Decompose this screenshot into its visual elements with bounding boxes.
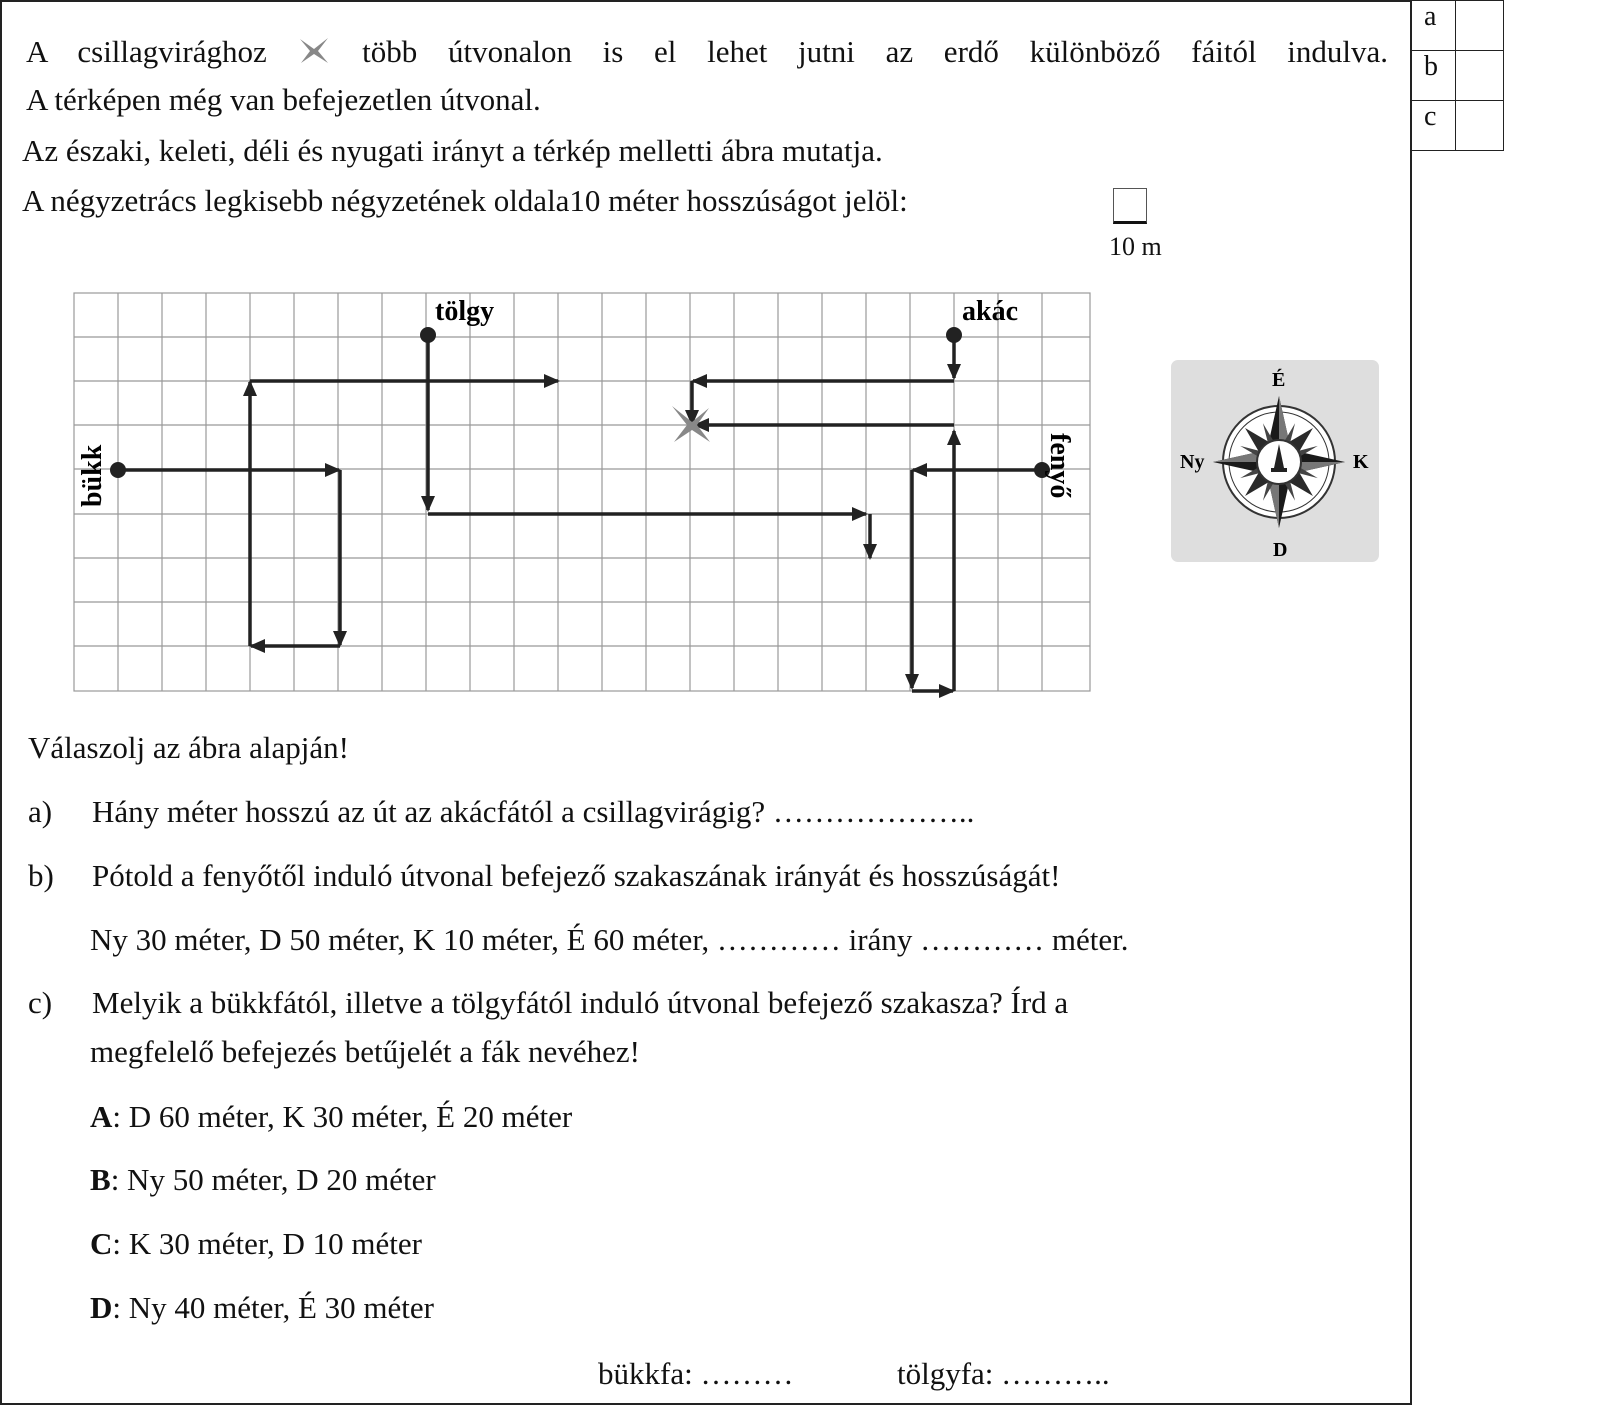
question-a-marker: a) <box>28 794 53 829</box>
intro-line-4: A négyzetrács legkisebb négyzetének oldala10 méter hosszúságot jelöl: <box>22 183 908 218</box>
intro-line-3: Az északi, keleti, déli és nyugati irányt a térkép melletti ábra mutatja. <box>22 133 883 168</box>
tree-label-bukk: bükk <box>77 444 108 507</box>
score-box-b[interactable] <box>1456 51 1504 101</box>
intro-line-1 <box>26 32 1388 72</box>
intro-line-1-start: A csillagvirághoz <box>26 34 267 69</box>
question-c-text: Melyik a bükkfától, illetve a tölgyfától induló útvonal befejező szakasza? Írd a <box>92 985 1069 1020</box>
score-table <box>1411 0 1504 151</box>
option-b-text: : Ny 50 méter, D 20 méter <box>110 1162 436 1197</box>
tree-label-fenyo: fenyő <box>1044 433 1075 499</box>
question-b-text: Pótold a fenyőtől induló útvonal befejező szakaszának irányát és hosszúságát! <box>92 858 1061 893</box>
score-label-b: b <box>1412 51 1456 101</box>
scale-label: 10 m <box>1109 232 1162 261</box>
option-d <box>90 1288 434 1328</box>
intro-line-1-end: több útvonalon is el lehet jutni az erdő különböző fáitól indulva. <box>362 34 1389 69</box>
compass-rose <box>1170 358 1380 564</box>
tree-label-tolgy: tölgy <box>435 296 495 327</box>
option-b-letter: B <box>90 1162 111 1197</box>
bukk-dot <box>110 462 126 478</box>
option-a <box>90 1097 572 1137</box>
question-b-marker: b) <box>28 858 54 893</box>
compass-south: D <box>1273 539 1288 561</box>
question-c-marker: c) <box>28 985 53 1020</box>
tree-label-akac: akác <box>962 296 1018 327</box>
forest-map <box>73 290 1093 700</box>
map-grid <box>74 293 1090 691</box>
intro-line-2: A térképen még van befejezetlen útvonal. <box>26 82 541 117</box>
compass-west: Ny <box>1180 451 1205 473</box>
akac-dot <box>946 327 962 343</box>
page-frame-top <box>0 0 1412 2</box>
option-d-text: : Ny 40 méter, É 30 méter <box>112 1290 434 1325</box>
tolgy-dot <box>420 327 436 343</box>
star-flower-icon <box>297 36 331 66</box>
option-a-text: : D 60 méter, K 30 méter, É 20 méter <box>112 1099 573 1134</box>
scale-square <box>1113 188 1147 224</box>
answer-prompt: Válaszolj az ábra alapján! <box>28 730 350 765</box>
option-b <box>90 1160 436 1200</box>
option-c <box>90 1224 422 1264</box>
answer-tolgyfa[interactable]: tölgyfa: ……….. <box>897 1356 1110 1391</box>
compass-north: É <box>1272 369 1286 391</box>
map-paths <box>120 335 1042 691</box>
score-label-a: a <box>1412 1 1456 51</box>
answer-bukkfa[interactable]: bükkfa: ……… <box>598 1356 794 1391</box>
page-frame-right <box>1410 0 1412 1405</box>
question-c-text-2: megfelelő befejezés betűjelét a fák nevéhez! <box>90 1034 640 1069</box>
option-a-letter: A <box>90 1099 113 1134</box>
question-b-answer-line[interactable]: Ny 30 méter, D 50 méter, K 10 méter, É 60 méter, ………… irány ………… méter. <box>90 922 1129 957</box>
page-frame-left <box>0 0 2 1405</box>
score-label-c: c <box>1412 101 1456 151</box>
page-frame-bottom <box>0 1403 1412 1405</box>
score-box-a[interactable] <box>1456 1 1504 51</box>
question-a-text: Hány méter hosszú az út az akácfától a csillagvirágig? ……………….. <box>92 794 975 829</box>
score-box-c[interactable] <box>1456 101 1504 151</box>
option-c-text: : K 30 méter, D 10 méter <box>112 1226 422 1261</box>
option-d-letter: D <box>90 1290 113 1325</box>
option-c-letter: C <box>90 1226 113 1261</box>
compass-east: K <box>1353 451 1369 473</box>
